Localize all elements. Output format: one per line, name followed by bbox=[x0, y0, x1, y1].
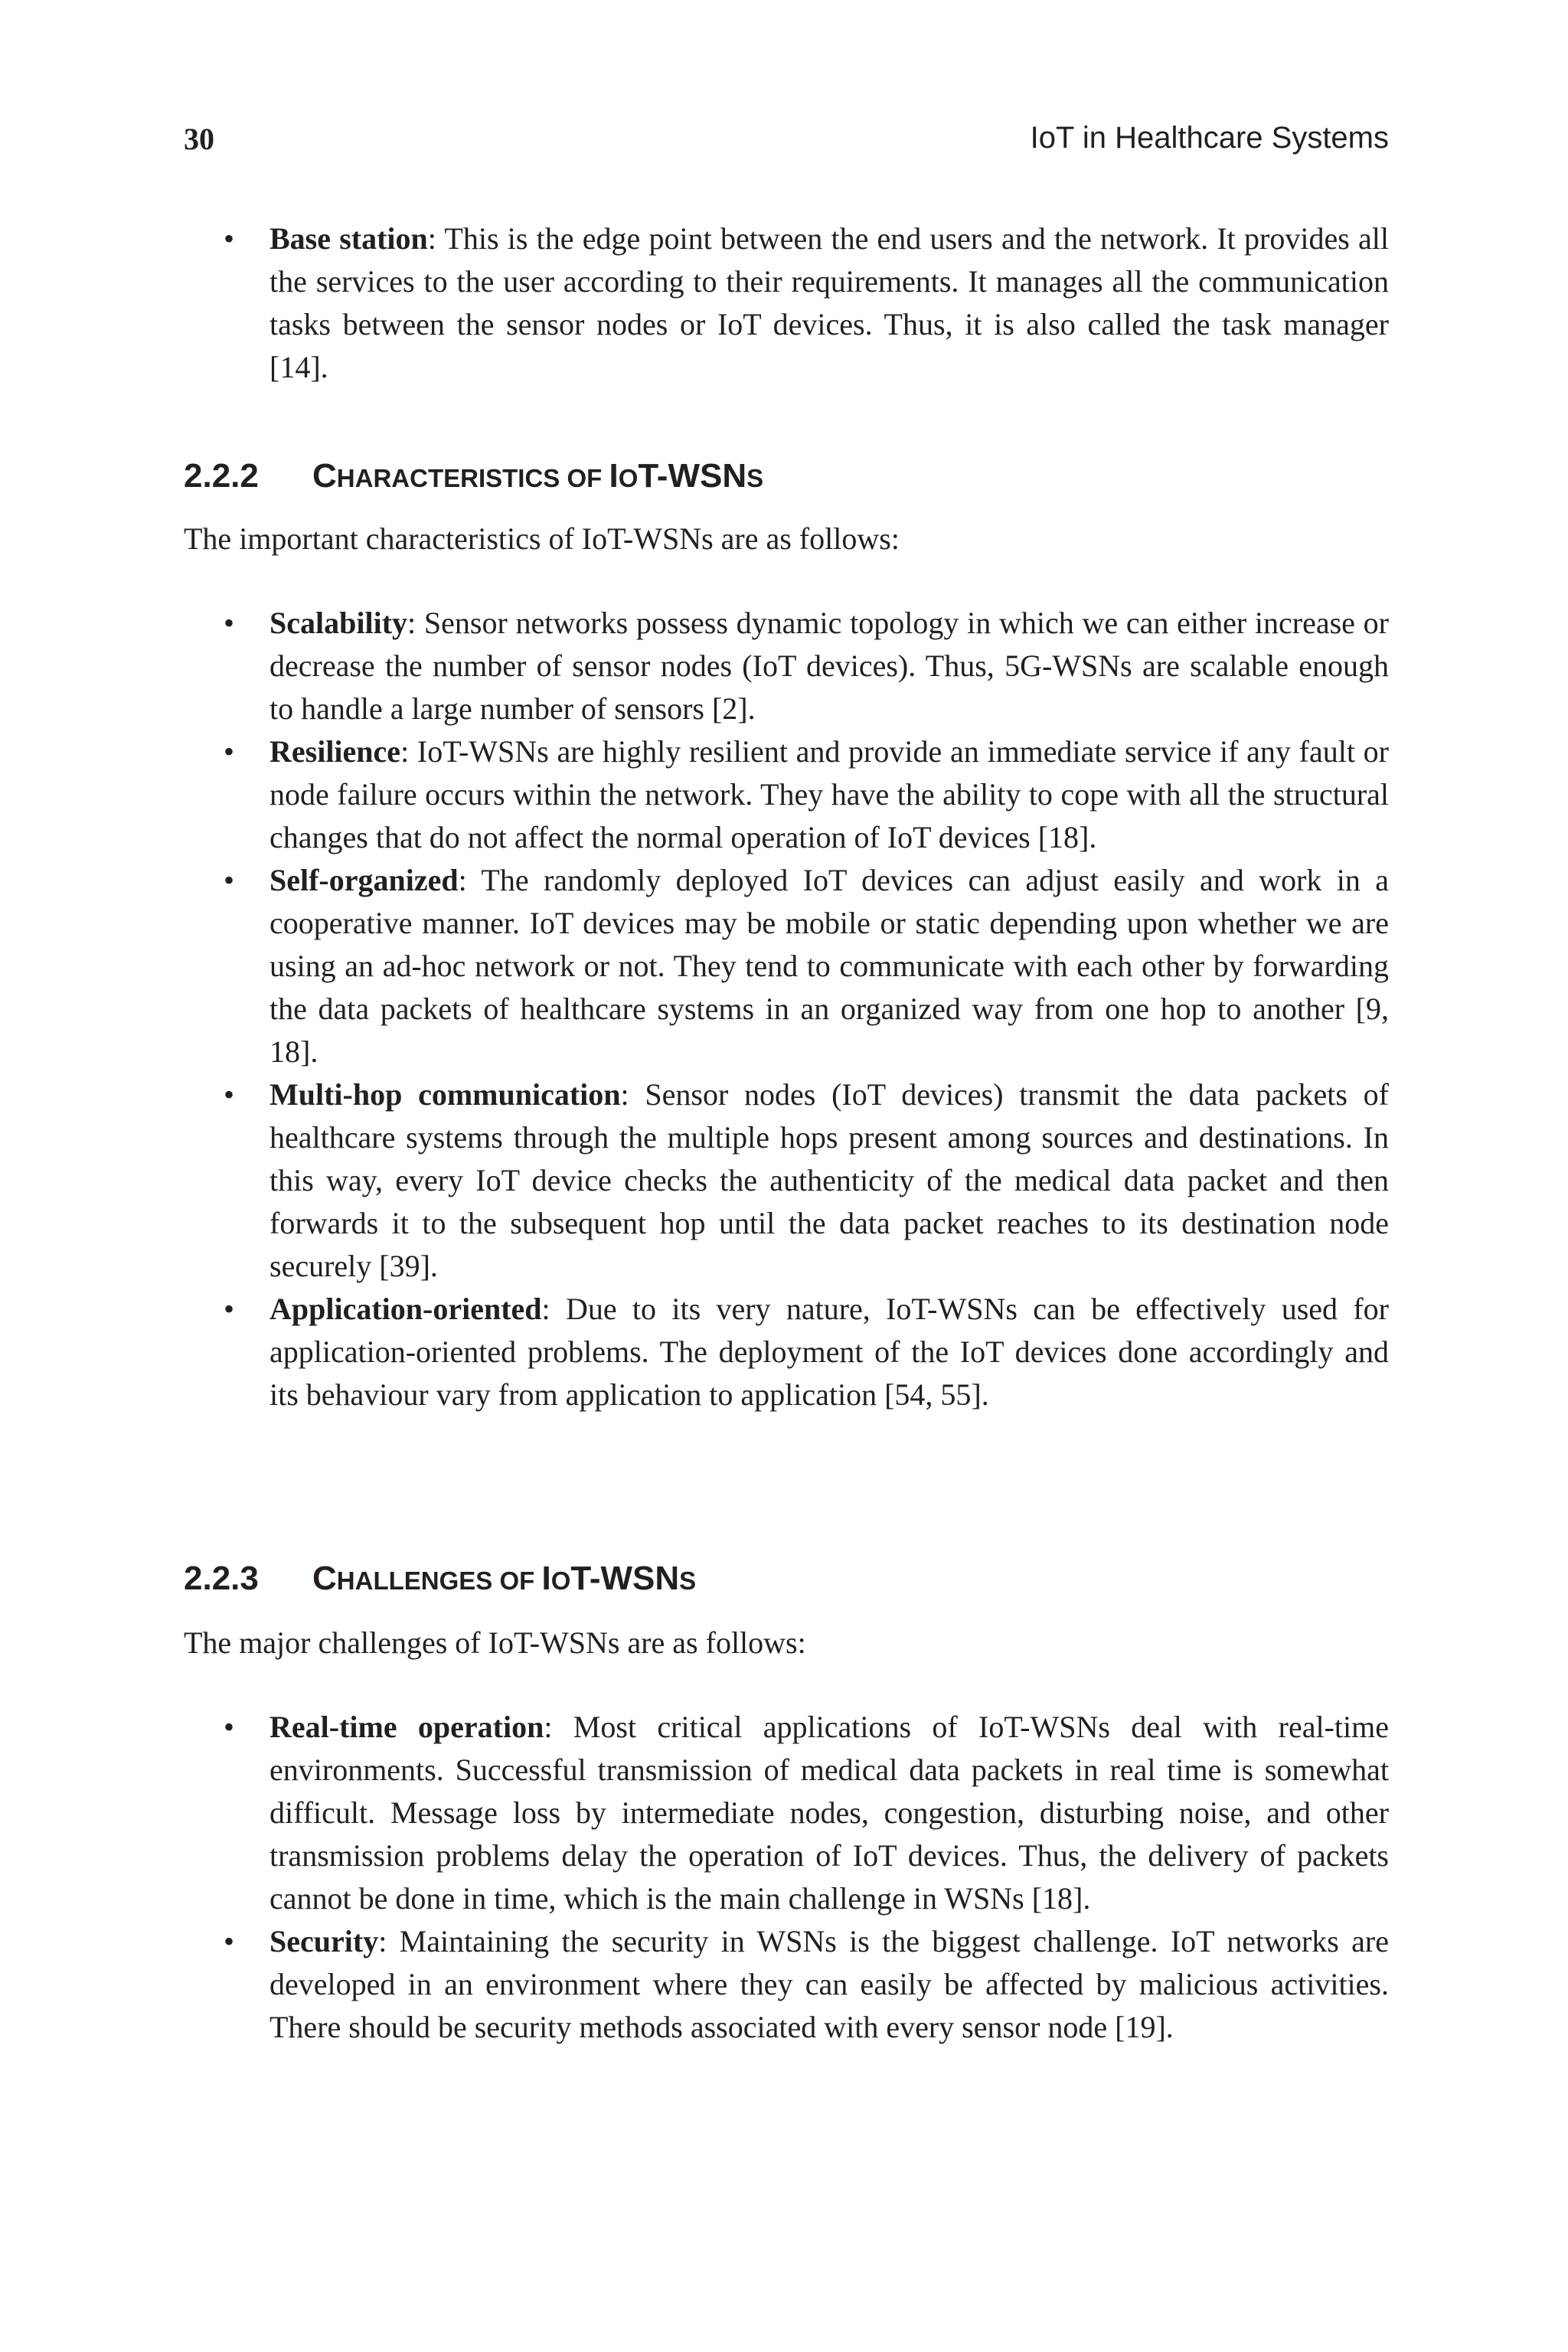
list-item-text: : IoT-WSNs are highly resilient and provide an immediate service if any fault or node failure occurs within the network. They have the ability to cope with all the structural changes that do not affect the normal operation of IoT devices [18]. bbox=[270, 734, 1389, 854]
list-item-text: : Sensor networks possess dynamic topology in which we can either increase or decrease the number of sensor nodes (IoT devices). Thus, 5G-WSNs are scalable enough to handle a large number of sensors [2]. bbox=[270, 606, 1389, 726]
heading-text-part: O bbox=[550, 1566, 571, 1595]
characteristics-list bbox=[184, 602, 1389, 1416]
bullet-marker: • bbox=[224, 1710, 235, 1744]
heading-text-part: I bbox=[541, 1560, 551, 1597]
list-item-term: Real-time operation bbox=[270, 1710, 544, 1744]
list-item-text: : This is the edge point between the end users and the network. It provides all the services to the user according to their requirements. It manages all the communication tasks between the sensor nodes or IoT devices. Thus, it is also called the task manager [14]. bbox=[270, 221, 1389, 384]
bullet-marker: • bbox=[224, 1292, 235, 1326]
section-number: 2.2.2 bbox=[184, 457, 259, 495]
list-item bbox=[184, 859, 1389, 1073]
running-head bbox=[184, 121, 1389, 167]
list-item bbox=[184, 1706, 1389, 1920]
list-item-term: Base station bbox=[270, 221, 428, 256]
heading-text-part: I bbox=[609, 457, 619, 495]
base-station-list bbox=[184, 217, 1389, 389]
list-item-term: Scalability bbox=[270, 606, 408, 640]
heading-text-part: HALLENGES OF bbox=[336, 1566, 542, 1595]
bullet-marker: • bbox=[224, 734, 235, 769]
running-title: IoT in Healthcare Systems bbox=[1030, 121, 1389, 155]
section-number: 2.2.3 bbox=[184, 1560, 259, 1597]
list-item bbox=[184, 1920, 1389, 2049]
section-heading-characteristics bbox=[184, 455, 1389, 500]
list-item-term: Multi-hop communication bbox=[270, 1077, 621, 1112]
heading-text-part: O bbox=[618, 464, 639, 492]
section-heading-challenges bbox=[184, 1557, 1389, 1602]
list-item-term: Resilience bbox=[270, 734, 401, 769]
list-item-text: : Most critical applications of IoT-WSNs deal with real-time environments. Successful transmission of medical data packets in real time is somewhat difficult. Message loss by intermediate nodes, congestion, disturbing noise, and other transmission problems delay the operation of IoT devices. Thus, the delivery of packets cannot be done in time, which is the main challenge in WSNs [18]. bbox=[270, 1710, 1389, 1916]
heading-text-part: S bbox=[746, 464, 764, 492]
list-item-text: : The randomly deployed IoT devices can adjust easily and work in a cooperative manner. IoT devices may be mobile or static depending upon whether we are using an ad-hoc network or not. They tend to communicate with each other by forwarding the data packets of healthcare systems in an organized way from one hop to another [9, 18]. bbox=[270, 863, 1389, 1069]
list-item bbox=[184, 602, 1389, 730]
list-item-term: Application-oriented bbox=[270, 1292, 542, 1326]
heading-text-part: S bbox=[679, 1566, 697, 1595]
list-item-text: : Maintaining the security in WSNs is the biggest challenge. IoT networks are developed in an environment where they can easily be affected by malicious activities. There should be security methods associated with every sensor node [19]. bbox=[270, 1924, 1389, 2044]
list-item-text: : Due to its very nature, IoT-WSNs can be effectively used for application-oriented problems. The deployment of the IoT devices done accordingly and its behaviour vary from application to application [54, 55]. bbox=[270, 1292, 1389, 1412]
list-item bbox=[184, 217, 1389, 389]
heading-text-part: T-WSN bbox=[570, 1560, 680, 1597]
challenges-list bbox=[184, 1706, 1389, 2049]
list-item bbox=[184, 1073, 1389, 1288]
page-number: 30 bbox=[184, 122, 214, 156]
heading-text-part: C bbox=[312, 1560, 337, 1597]
list-item bbox=[184, 1288, 1389, 1416]
bullet-marker: • bbox=[224, 221, 235, 256]
bullet-marker: • bbox=[224, 1077, 235, 1112]
bullet-marker: • bbox=[224, 606, 235, 640]
list-item bbox=[184, 730, 1389, 859]
heading-text-part: C bbox=[312, 457, 337, 495]
section-intro: The major challenges of IoT-WSNs are as follows: bbox=[184, 1625, 806, 1660]
bullet-marker: • bbox=[224, 863, 235, 897]
list-item-term: Security bbox=[270, 1924, 379, 1958]
section-intro: The important characteristics of IoT-WSNs are as follows: bbox=[184, 521, 900, 556]
list-item-text: : Sensor nodes (IoT devices) transmit the data packets of healthcare systems through the multiple hops present among sources and destinations. In this way, every IoT device checks the authenticity of the medical data packet and then forwards it to the subsequent hop until the data packet reaches to its destination node securely [39]. bbox=[270, 1077, 1390, 1283]
heading-text-part: T-WSN bbox=[638, 457, 747, 495]
bullet-marker: • bbox=[224, 1924, 235, 1958]
list-item-term: Self-organized bbox=[270, 863, 459, 897]
heading-text-part: HARACTERISTICS OF bbox=[336, 464, 609, 492]
